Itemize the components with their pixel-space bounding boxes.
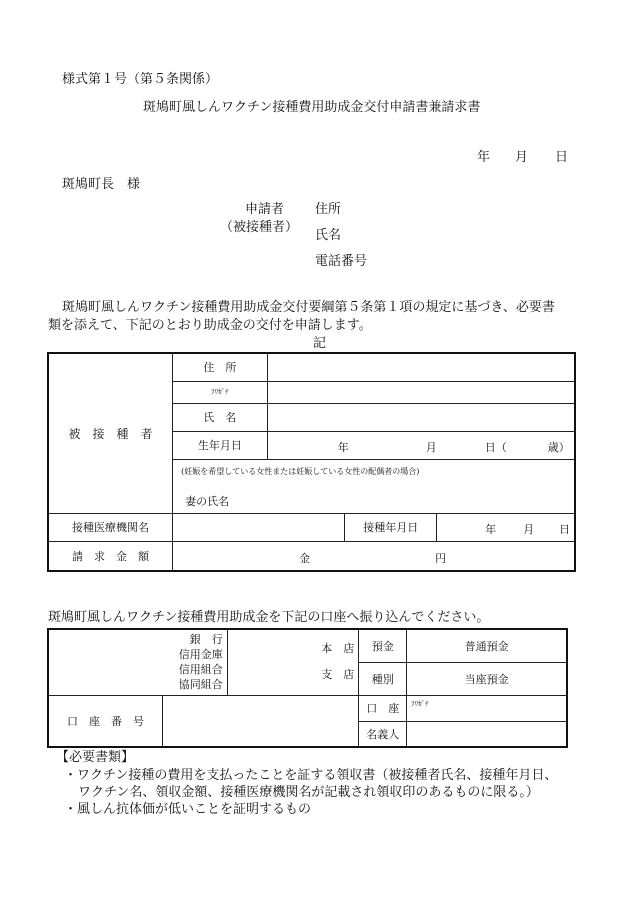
- vacc-month: 月: [523, 522, 535, 536]
- required-doc-2: ・風しん抗体価が低いことを証明するもの: [64, 802, 312, 817]
- inst-shinkin: 信用金庫: [178, 648, 223, 662]
- recipient-section-label: 被 接 種 者: [48, 353, 173, 513]
- current-deposit[interactable]: 当座預金: [407, 662, 567, 695]
- vacc-date-label: 接種年月日: [345, 513, 437, 541]
- required-doc-1-line-1: ・ワクチン接種の費用を支払ったことを証する領収書（被接種者氏名、接種年月日、: [64, 768, 558, 783]
- applicant-sub-label: （被接種者）: [220, 220, 299, 235]
- branch-label: 支 店: [321, 668, 355, 682]
- spouse-name-label: 妻の氏名: [185, 494, 230, 508]
- inst-kumiai: 信用組合: [178, 663, 223, 677]
- kind-label: 種別: [359, 662, 407, 695]
- applicant-name-label: 氏名: [315, 228, 342, 243]
- clinic-field[interactable]: [173, 513, 345, 541]
- date-year-label: 年: [477, 150, 491, 165]
- recipient-table: [47, 352, 576, 572]
- dob-month: 月: [425, 440, 437, 454]
- amount-yen: 円: [435, 551, 447, 565]
- inst-bank: 銀 行: [189, 633, 223, 647]
- bank-table: [47, 628, 568, 748]
- bank-intro: 斑鳩町風しんワクチン接種費用助成金を下記の口座へ振り込んでください。: [48, 610, 490, 625]
- page-title: 斑鳩町風しんワクチン接種費用助成金交付申請書兼請求書: [143, 100, 481, 115]
- required-doc-1-line-2: ワクチン名、領収金額、接種医療機関名が記載され領収印のあるものに限る。）: [78, 785, 539, 800]
- dob-year: 年: [337, 440, 349, 454]
- meigi-label: 名義人: [359, 721, 407, 747]
- koza-label: 口 座: [359, 695, 407, 721]
- spouse-note: (妊娠を希望している女性または妊娠している女性の配偶者の場合): [181, 466, 420, 476]
- date-month-label: 月: [515, 150, 529, 165]
- statement-line-1: 斑鳩町風しんワクチン接種費用助成金交付要綱第５条第１項の規定に基づき、必要書: [62, 300, 555, 315]
- dob-row-label: 生年月日: [173, 431, 268, 459]
- furigana-field[interactable]: [267, 381, 575, 403]
- ordinary-deposit[interactable]: 普通預金: [407, 629, 567, 662]
- account-number-label: 口 座 番 号: [48, 695, 163, 747]
- amount-field[interactable]: [173, 541, 575, 571]
- furigana-holder-field[interactable]: [407, 695, 567, 721]
- dob-day: 日（: [484, 440, 507, 454]
- address-field[interactable]: [267, 353, 575, 381]
- vacc-date-field[interactable]: [437, 513, 575, 541]
- institution-type-cell[interactable]: [48, 629, 227, 695]
- addressee: 斑鳩町長 様: [62, 177, 141, 192]
- required-docs-title: 【必要書類】: [56, 750, 135, 765]
- dob-field[interactable]: [267, 431, 575, 459]
- amount-label: 請 求 金 額: [48, 541, 173, 571]
- applicant-label: 申請者: [245, 202, 285, 217]
- applicant-phone-label: 電話番号: [315, 254, 368, 269]
- form-number: 様式第１号（第５条関係）: [62, 72, 219, 87]
- name-field[interactable]: [267, 403, 575, 431]
- date-day-label: 日: [555, 150, 569, 165]
- applicant-address-label: 住所: [315, 202, 342, 217]
- name-row-label: 氏 名: [173, 403, 268, 431]
- holder-furigana: ﾌﾘｶﾞﾅ: [411, 699, 429, 708]
- inst-kyodo: 協同組合: [178, 678, 223, 692]
- statement-line-2: 類を添えて、下記のとおり助成金の交付を申請します。: [48, 318, 372, 333]
- spouse-cell[interactable]: [173, 459, 575, 513]
- vacc-day: 日: [559, 522, 571, 536]
- holder-name-field[interactable]: [407, 721, 567, 747]
- ki-label: 記: [313, 336, 327, 351]
- deposit-label: 預金: [359, 629, 407, 662]
- address-row-label: 住 所: [173, 353, 268, 381]
- vacc-year: 年: [485, 522, 497, 536]
- furigana-row-label: ﾌﾘｶﾞﾅ: [173, 381, 268, 403]
- branch-field[interactable]: [227, 629, 359, 695]
- head-office-label: 本 店: [321, 642, 355, 656]
- amount-kin: 金: [299, 551, 311, 565]
- account-number-field[interactable]: [163, 695, 359, 747]
- dob-age: 歳）: [547, 440, 570, 454]
- clinic-label: 接種医療機関名: [48, 513, 173, 541]
